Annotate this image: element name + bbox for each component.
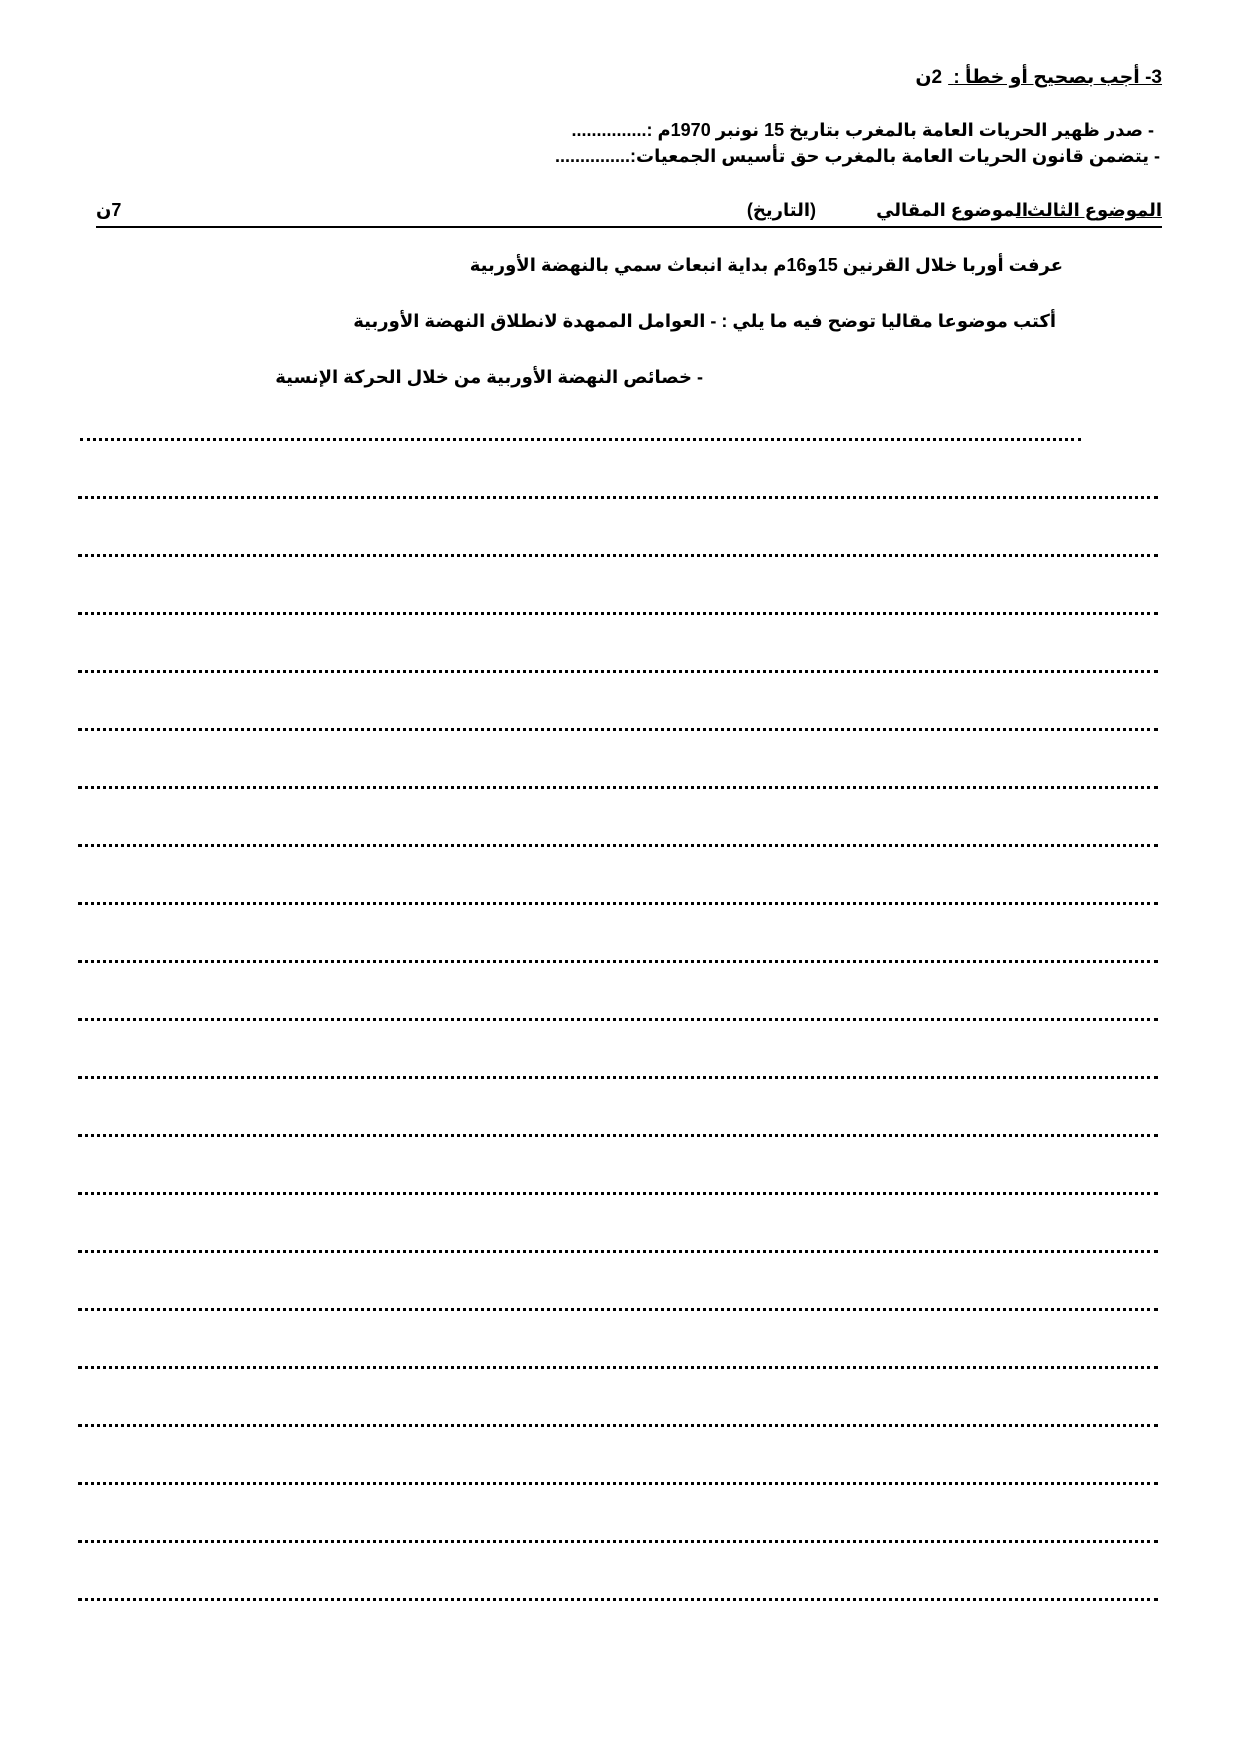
answer-line[interactable] [80, 438, 1081, 441]
answer-line[interactable] [78, 902, 1158, 905]
topic3-instruction: أكتب موضوعا مقاليا توضح فيه ما يلي : - العوامل الممهدة لانطلاق النهضة الأوربية [353, 311, 1056, 331]
section3-title: 3- أجب بصحيح أو خطأ : [953, 67, 1162, 88]
answer-line[interactable] [78, 496, 1158, 499]
answer-line[interactable] [78, 844, 1158, 847]
answer-line[interactable] [78, 1250, 1158, 1253]
answer-line[interactable] [78, 670, 1158, 673]
answer-line[interactable] [78, 1192, 1158, 1195]
answer-line[interactable] [78, 612, 1158, 615]
answer-line[interactable] [78, 1540, 1158, 1543]
answer-line[interactable] [78, 1424, 1158, 1427]
topic3-intro: عرفت أوربا خلال القرنين 15و16م بداية انبعاث سمي بالنهضة الأوربية [469, 255, 1063, 275]
answer-line[interactable] [78, 554, 1158, 557]
topic3-subject: (التاريخ) [746, 200, 816, 220]
section3-question-2: - يتضمن قانون الحريات العامة بالمغرب حق تأسيس الجمعيات:............... [554, 146, 1160, 166]
answer-line[interactable] [78, 1076, 1158, 1079]
answer-line[interactable] [78, 1308, 1158, 1311]
topic3-title: الموضوع الثالث : [1015, 200, 1162, 220]
section3-points: 2ن [915, 67, 943, 88]
answer-line[interactable] [78, 1598, 1158, 1601]
topic3-points: 7ن [96, 200, 122, 220]
answer-line[interactable] [78, 728, 1158, 731]
topic3-point-2: - خصائص النهضة الأوربية من خلال الحركة الإنسية [275, 367, 703, 387]
answer-line[interactable] [78, 1366, 1158, 1369]
section3-question-1: - صدر ظهير الحريات العامة بالمغرب بتاريخ 15 نونبر 1970م :............... [571, 120, 1154, 140]
answer-line[interactable] [78, 1134, 1158, 1137]
answer-line[interactable] [78, 1482, 1158, 1485]
answer-line[interactable] [78, 960, 1158, 963]
topic3-subtitle: الموضوع المقالي [876, 200, 1028, 220]
answer-line[interactable] [78, 1018, 1158, 1021]
answer-line[interactable] [78, 786, 1158, 789]
